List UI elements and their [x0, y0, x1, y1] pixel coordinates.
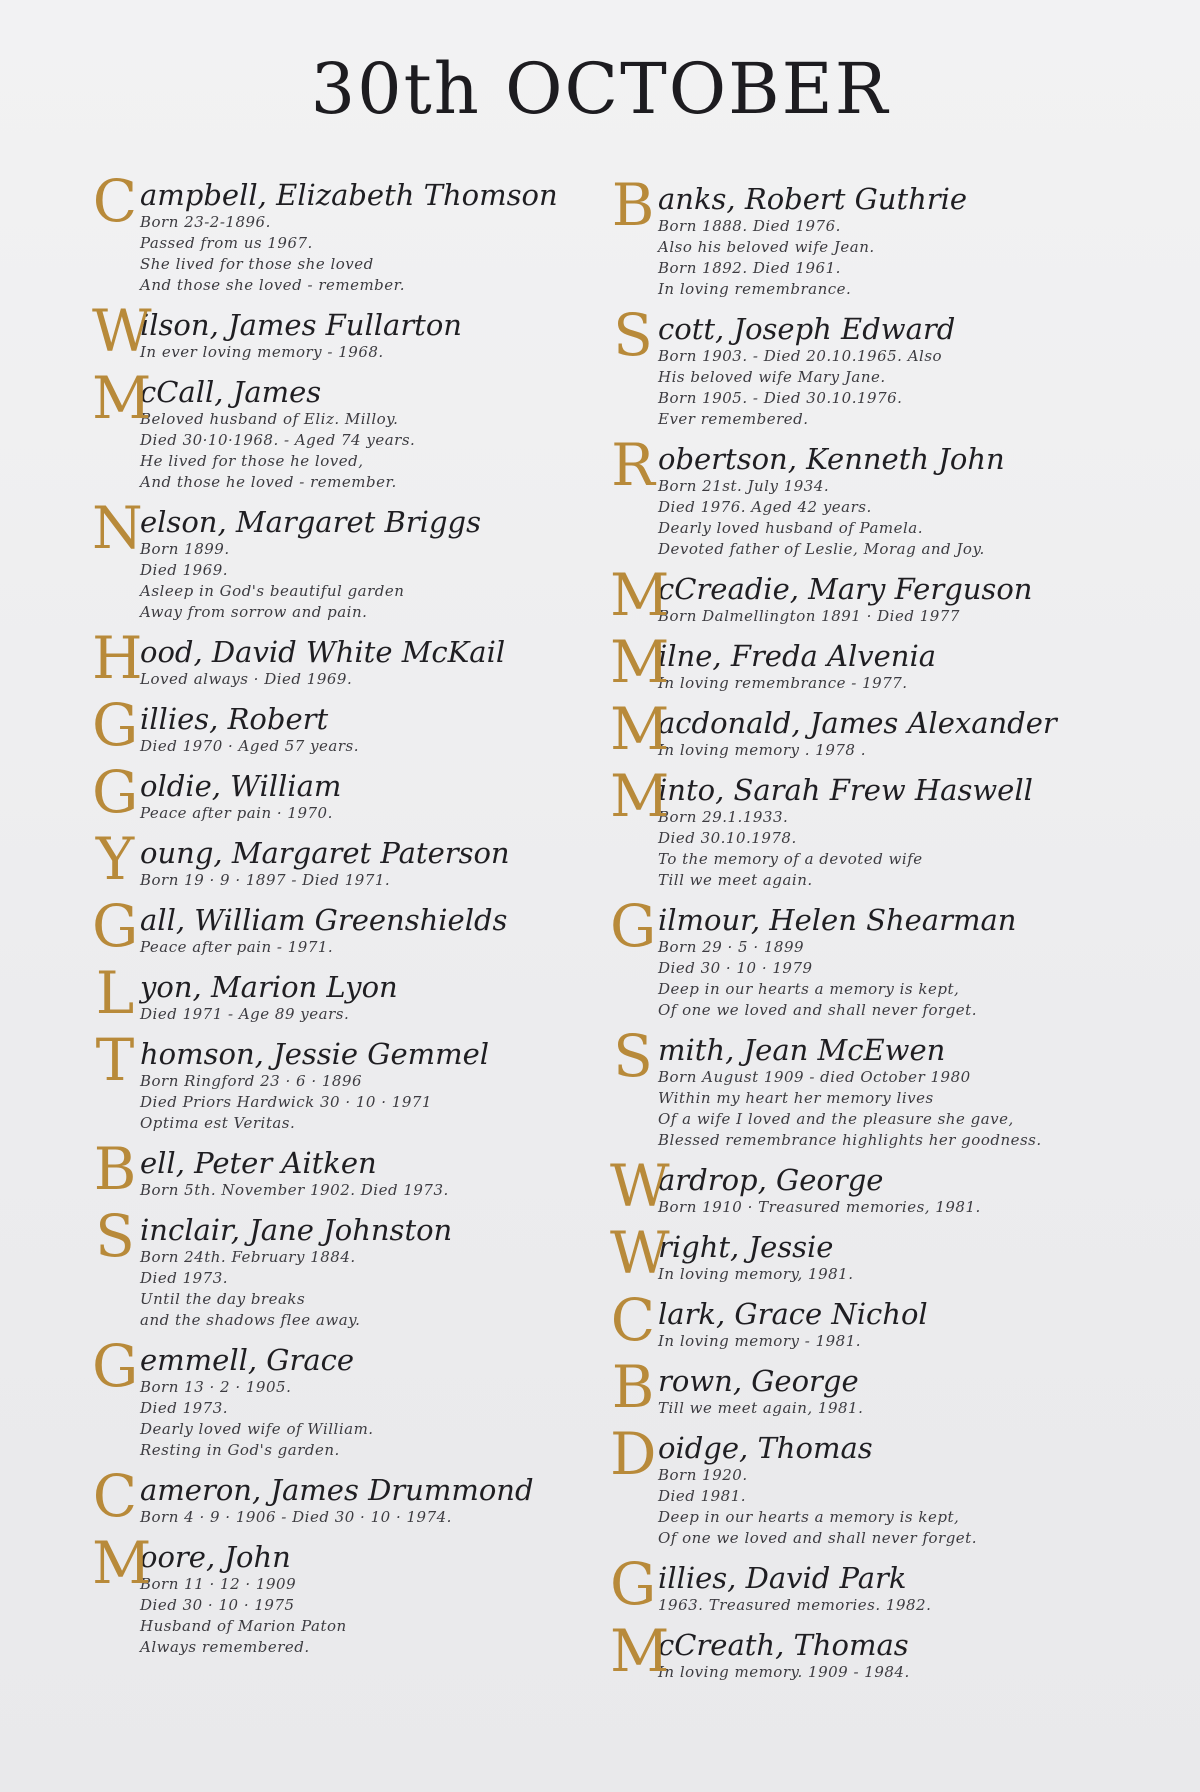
entry-name: lark, Grace Nichol — [658, 1297, 928, 1331]
entry-inscription-line: Blessed remembrance highlights her goodness. — [658, 1131, 1042, 1149]
entry-inscription-line: Peace after pain · 1970. — [140, 804, 333, 822]
memorial-entry — [92, 825, 612, 893]
entry-inscription-line: Born 21st. July 1934. — [658, 477, 830, 495]
memorial-entry — [92, 1202, 612, 1331]
entry-inscription-line: Born 29.1.1933. — [658, 808, 789, 826]
entry-inscription-line: His beloved wife Mary Jane. — [658, 368, 886, 386]
memorial-entry — [92, 1026, 612, 1134]
entry-inscription-line: In ever loving memory - 1968. — [140, 343, 384, 361]
memorial-entry — [92, 494, 612, 623]
memorial-entry — [610, 431, 1130, 560]
entry-name: ell, Peter Aitken — [140, 1146, 377, 1180]
entry-name: emmell, Grace — [140, 1343, 355, 1377]
illuminated-initial: C — [610, 1286, 656, 1354]
entry-inscription-line: Husband of Marion Paton — [140, 1617, 347, 1635]
entry-inscription-line: To the memory of a devoted wife — [658, 850, 923, 868]
entry-inscription-line: She lived for those she loved — [140, 255, 374, 273]
entry-name: obertson, Kenneth John — [658, 442, 1005, 476]
memorial-entry — [610, 1353, 1130, 1421]
entry-inscription-line: Till we meet again, 1981. — [658, 1399, 864, 1417]
entry-name: ood, David White McKail — [140, 635, 506, 669]
entry-inscription-line: Deep in our hearts a memory is kept, — [658, 1508, 960, 1526]
page-title: 30th OCTOBER — [310, 48, 890, 130]
entry-inscription-line: Away from sorrow and pain. — [140, 603, 368, 621]
entry-inscription-line: Devoted father of Leslie, Morag and Joy. — [658, 540, 985, 558]
illuminated-initial: G — [92, 691, 139, 759]
illuminated-initial: N — [92, 494, 143, 562]
illuminated-initial: G — [610, 1550, 657, 1618]
illuminated-initial: H — [92, 624, 143, 692]
memorial-entry — [92, 364, 612, 493]
entry-inscription-line: Born Dalmellington 1891 · Died 1977 — [658, 607, 960, 625]
entry-inscription-line: Dearly loved wife of William. — [140, 1420, 374, 1438]
entry-name: ardrop, George — [658, 1163, 884, 1197]
entry-name: inclair, Jane Johnston — [140, 1213, 453, 1247]
entry-inscription-line: 1963. Treasured memories. 1982. — [658, 1596, 932, 1614]
illuminated-initial: R — [611, 431, 655, 499]
entry-inscription-line: Passed from us 1967. — [140, 234, 313, 252]
entry-name: ilne, Freda Alvenia — [658, 639, 937, 673]
illuminated-initial: W — [92, 297, 152, 365]
illuminated-initial: M — [610, 762, 670, 830]
entry-name: cCreath, Thomas — [658, 1628, 909, 1662]
entry-name: cott, Joseph Edward — [658, 312, 956, 346]
entry-inscription-line: Born 1903. - Died 20.10.1965. Also — [658, 347, 943, 365]
entry-inscription-line: Died 30 · 10 · 1979 — [658, 959, 813, 977]
entry-inscription-line: Born 1920. — [658, 1466, 748, 1484]
entry-name: oung, Margaret Paterson — [140, 836, 510, 870]
memorial-entry — [92, 297, 612, 365]
right-column — [610, 171, 1130, 1695]
entry-inscription-line: Born 1910 · Treasured memories, 1981. — [658, 1198, 981, 1216]
entry-inscription-line: Died 1970 · Aged 57 years. — [140, 737, 360, 755]
entry-name: ilson, James Fullarton — [140, 308, 462, 342]
entry-name: anks, Robert Guthrie — [658, 182, 968, 216]
illuminated-initial: L — [95, 959, 135, 1027]
illuminated-initial: S — [613, 301, 653, 369]
entry-inscription-line: Beloved husband of Eliz. Milloy. — [140, 410, 399, 428]
entry-inscription-line: Dearly loved husband of Pamela. — [658, 519, 924, 537]
entry-name: cCall, James — [140, 375, 322, 409]
entry-name: ilmour, Helen Shearman — [658, 903, 1017, 937]
entry-inscription-line: Born 1892. Died 1961. — [658, 259, 841, 277]
entry-inscription-line: In loving memory, 1981. — [658, 1265, 854, 1283]
entry-name: oldie, William — [140, 769, 342, 803]
entry-inscription-line: Until the day breaks — [140, 1290, 306, 1308]
memorial-entry — [92, 1529, 612, 1658]
entry-name: right, Jessie — [658, 1230, 834, 1264]
entry-inscription-line: Born August 1909 - died October 1980 — [658, 1068, 971, 1086]
entry-name: cCreadie, Mary Ferguson — [658, 572, 1033, 606]
entry-name: illies, Robert — [140, 702, 329, 736]
memorial-entry — [610, 628, 1130, 696]
illuminated-initial: M — [610, 1617, 670, 1685]
illuminated-initial: S — [613, 1022, 653, 1090]
entry-inscription-line: In loving memory. 1909 - 1984. — [658, 1663, 910, 1681]
memorial-entry — [610, 1219, 1130, 1287]
illuminated-initial: S — [95, 1202, 135, 1270]
illuminated-initial: T — [95, 1026, 135, 1094]
entry-inscription-line: Died 30 · 10 · 1975 — [140, 1596, 295, 1614]
entry-name: homson, Jessie Gemmel — [140, 1037, 490, 1071]
entry-inscription-line: Peace after pain - 1971. — [140, 938, 334, 956]
entry-inscription-line: Born 5th. November 1902. Died 1973. — [140, 1181, 449, 1199]
entry-name: rown, George — [658, 1364, 859, 1398]
memorial-entry — [92, 167, 612, 296]
memorial-entry — [610, 892, 1130, 1021]
memorial-entry — [92, 1135, 612, 1203]
illuminated-initial: G — [92, 892, 139, 960]
entry-inscription-line: Of a wife I loved and the pleasure she gave, — [658, 1110, 1014, 1128]
entry-inscription-line: In loving remembrance - 1977. — [658, 674, 908, 692]
illuminated-initial: B — [611, 171, 655, 239]
memorial-entry — [92, 691, 612, 759]
entry-inscription-line: Born 29 · 5 · 1899 — [658, 938, 805, 956]
entry-inscription-line: In loving remembrance. — [658, 280, 852, 298]
entry-inscription-line: Died Priors Hardwick 30 · 10 · 1971 — [140, 1093, 432, 1111]
entry-inscription-line: Born 11 · 12 · 1909 — [140, 1575, 297, 1593]
entry-inscription-line: Always remembered. — [140, 1638, 310, 1656]
memorial-entry — [610, 762, 1130, 891]
entry-inscription-line: Resting in God's garden. — [140, 1441, 340, 1459]
memorial-entry — [92, 624, 612, 692]
entry-name: mith, Jean McEwen — [658, 1033, 946, 1067]
entry-name: all, William Greenshields — [140, 903, 508, 937]
memorial-entry — [610, 1617, 1130, 1685]
illuminated-initial: C — [92, 1462, 138, 1530]
entry-inscription-line: Of one we loved and shall never forget. — [658, 1001, 977, 1019]
memorial-entry — [92, 1332, 612, 1461]
entry-name: ameron, James Drummond — [140, 1473, 534, 1507]
memorial-entry — [610, 695, 1130, 763]
entry-inscription-line: Ever remembered. — [658, 410, 809, 428]
memorial-entry — [610, 1550, 1130, 1618]
illuminated-initial: M — [610, 561, 670, 629]
illuminated-initial: B — [611, 1353, 655, 1421]
memorial-entry — [610, 561, 1130, 629]
illuminated-initial: M — [610, 695, 670, 763]
entry-inscription-line: Born Ringford 23 · 6 · 1896 — [140, 1072, 363, 1090]
illuminated-initial: M — [92, 1529, 152, 1597]
entry-inscription-line: And those he loved - remember. — [140, 473, 397, 491]
entry-inscription-line: Died 1981. — [658, 1487, 747, 1505]
memorial-entry — [610, 301, 1130, 430]
illuminated-initial: W — [610, 1152, 670, 1220]
entry-inscription-line: Born 24th. February 1884. — [140, 1248, 356, 1266]
memorial-entry — [610, 1152, 1130, 1220]
entry-inscription-line: Born 23-2-1896. — [140, 213, 271, 231]
illuminated-initial: G — [610, 892, 657, 960]
entry-inscription-line: Died 30.10.1978. — [658, 829, 797, 847]
memorial-entry — [610, 1420, 1130, 1549]
entry-inscription-line: And those she loved - remember. — [140, 276, 405, 294]
entry-inscription-line: Died 30·10·1968. - Aged 74 years. — [140, 431, 416, 449]
entry-inscription-line: In loving memory . 1978 . — [658, 741, 866, 759]
entry-inscription-line: Of one we loved and shall never forget. — [658, 1529, 977, 1547]
illuminated-initial: W — [610, 1219, 670, 1287]
left-column — [92, 167, 612, 1670]
illuminated-initial: G — [92, 1332, 139, 1400]
entry-inscription-line: Optima est Veritas. — [140, 1114, 296, 1132]
memorial-entry — [92, 758, 612, 826]
entry-inscription-line: Within my heart her memory lives — [658, 1089, 934, 1107]
entry-name: illies, David Park — [658, 1561, 907, 1595]
memorial-entry — [610, 171, 1130, 300]
entry-inscription-line: He lived for those he loved, — [140, 452, 364, 470]
entry-name: oore, John — [140, 1540, 291, 1574]
entry-inscription-line: Died 1973. — [140, 1269, 229, 1287]
entry-inscription-line: Born 1888. Died 1976. — [658, 217, 841, 235]
entry-inscription-line: Died 1969. — [140, 561, 229, 579]
illuminated-initial: G — [92, 758, 139, 826]
memorial-entry — [92, 1462, 612, 1530]
illuminated-initial: D — [610, 1420, 657, 1488]
entry-name: oidge, Thomas — [658, 1431, 873, 1465]
entry-inscription-line: Born 1905. - Died 30.10.1976. — [658, 389, 903, 407]
entry-inscription-line: Loved always · Died 1969. — [140, 670, 353, 688]
entry-name: yon, Marion Lyon — [140, 970, 398, 1004]
memorial-entry — [92, 959, 612, 1027]
entry-name: elson, Margaret Briggs — [140, 505, 481, 539]
entry-name: ampbell, Elizabeth Thomson — [140, 178, 558, 212]
entry-inscription-line: and the shadows flee away. — [140, 1311, 361, 1329]
entry-inscription-line: Also his beloved wife Jean. — [658, 238, 875, 256]
entry-name: acdonald, James Alexander — [658, 706, 1057, 740]
entry-inscription-line: Born 19 · 9 · 1897 - Died 1971. — [140, 871, 391, 889]
entry-inscription-line: Deep in our hearts a memory is kept, — [658, 980, 960, 998]
entry-inscription-line: Asleep in God's beautiful garden — [140, 582, 405, 600]
entry-inscription-line: Born 4 · 9 · 1906 - Died 30 · 10 · 1974. — [140, 1508, 452, 1526]
memorial-entry — [610, 1022, 1130, 1151]
illuminated-initial: Y — [95, 825, 135, 893]
entry-name: into, Sarah Frew Haswell — [658, 773, 1033, 807]
memorial-entry — [92, 892, 612, 960]
entry-inscription-line: Born 1899. — [140, 540, 230, 558]
entry-inscription-line: Died 1973. — [140, 1399, 229, 1417]
entry-inscription-line: Born 13 · 2 · 1905. — [140, 1378, 292, 1396]
entry-inscription-line: Till we meet again. — [658, 871, 813, 889]
illuminated-initial: M — [92, 364, 152, 432]
entry-inscription-line: Died 1976. Aged 42 years. — [658, 498, 872, 516]
illuminated-initial: C — [92, 167, 138, 235]
entry-inscription-line: Died 1971 - Age 89 years. — [140, 1005, 350, 1023]
illuminated-initial: M — [610, 628, 670, 696]
illuminated-initial: B — [93, 1135, 137, 1203]
memorial-entry — [610, 1286, 1130, 1354]
entry-inscription-line: In loving memory - 1981. — [658, 1332, 862, 1350]
